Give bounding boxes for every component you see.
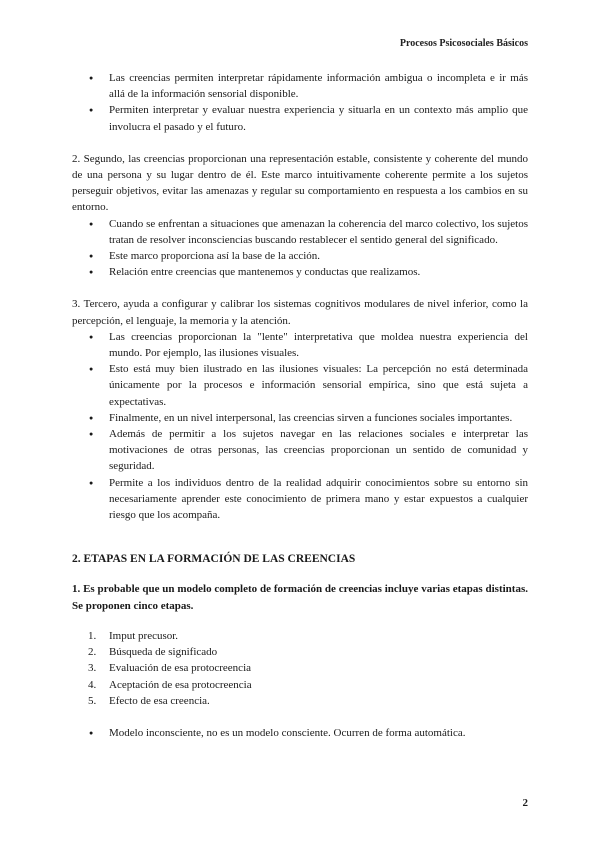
section-subheading: 1. Es probable que un modelo completo de formación de creencias incluye varias etapas distintas. Se proponen cinco etapas. — [72, 583, 528, 612]
list-item — [72, 644, 528, 660]
page-content — [72, 70, 528, 741]
list-item: ● Cuando se enfrentan a situaciones que amenazan la coherencia del marco colectivo, los sujetos tratan de resolver inconsciencias buscando restablecer el sentido general del significado. — [72, 216, 528, 248]
list-item — [72, 677, 528, 693]
paragraph-point-2: 2. Segundo, las creencias proporcionan una representación estable, consistente y coherente del mundo de una persona y su lugar dentro de él. Este marco intuitivamente coherente permite a los sujetos perseguir objetivos, evitar las amenazas y regular su comportamiento en respuesta a los cambios en su entorno. — [72, 152, 528, 214]
list-number: 1. — [88, 629, 97, 642]
list-text: Aceptación de esa protocreencia — [109, 678, 252, 691]
running-header: Procesos Psicosociales Básicos — [399, 38, 528, 49]
point-3-bullet-list — [72, 329, 528, 523]
list-item: ● Las creencias permiten interpretar rápidamente información ambigua o incompleta e ir más allá de la información sensorial disponible. — [72, 70, 528, 102]
note-bullet-list — [72, 725, 528, 741]
list-item: ● Relación entre creencias que mantenemos y conductas que realizamos. — [72, 264, 528, 280]
list-item — [72, 660, 528, 676]
list-item — [72, 628, 528, 644]
list-item: ● Además de permitir a los sujetos navegar en las relaciones sociales e interpretar las motivaciones de otras personas, las creencias proporcionan un sentido de comunidad y seguridad. — [72, 426, 528, 475]
list-text: Evaluación de esa protocreencia — [109, 662, 252, 675]
intro-bullet-list — [72, 70, 528, 135]
list-item: ● Las creencias proporcionan la "lente" interpretativa que moldea nuestra experiencia del mundo. Por ejemplo, las ilusiones visuales. — [72, 329, 528, 361]
list-item: ● Este marco proporciona así la base de la acción. — [72, 248, 528, 264]
list-item: ● Esto está muy bien ilustrado en las ilusiones visuales: La percepción no está determinada únicamente por la procesos e información sensorial empírica, sino que está sujeta a expectativas. — [72, 361, 528, 410]
list-text: Imput precusor. — [109, 629, 179, 642]
stages-numbered-list — [72, 628, 528, 709]
list-item: ● Permite a los individuos dentro de la realidad adquirir conocimientos sobre su entorno sin necesariamente aprender este conocimiento de primera mano y estar expuestos a cualquier riesgo que los acompaña. — [72, 475, 528, 524]
list-text: Efecto de esa creencia. — [109, 694, 210, 707]
list-number: 2. — [88, 646, 97, 659]
list-item: ● Modelo inconsciente, no es un modelo consciente. Ocurren de forma automática. — [72, 725, 528, 741]
list-text: Búsqueda de significado — [109, 646, 218, 659]
list-item: ● Permiten interpretar y evaluar nuestra experiencia y situarla en un contexto más amplio que involucra el pasado y el futuro. — [72, 102, 528, 134]
list-item: ● Finalmente, en un nivel interpersonal, las creencias sirven a funciones sociales importantes. — [72, 410, 528, 426]
page-number: 2 — [522, 797, 528, 809]
list-number: 3. — [88, 662, 97, 675]
list-number: 5. — [88, 694, 97, 707]
list-number: 4. — [88, 678, 97, 691]
point-2-bullet-list — [72, 216, 528, 281]
section-heading: 2. ETAPAS EN LA FORMACIÓN DE LAS CREENCIAS — [72, 553, 356, 566]
paragraph-point-3: 3. Tercero, ayuda a configurar y calibrar los sistemas cognitivos modulares de nivel inferior, como la percepción, el lenguaje, la memoria y la atención. — [72, 298, 528, 327]
list-item — [72, 693, 528, 709]
